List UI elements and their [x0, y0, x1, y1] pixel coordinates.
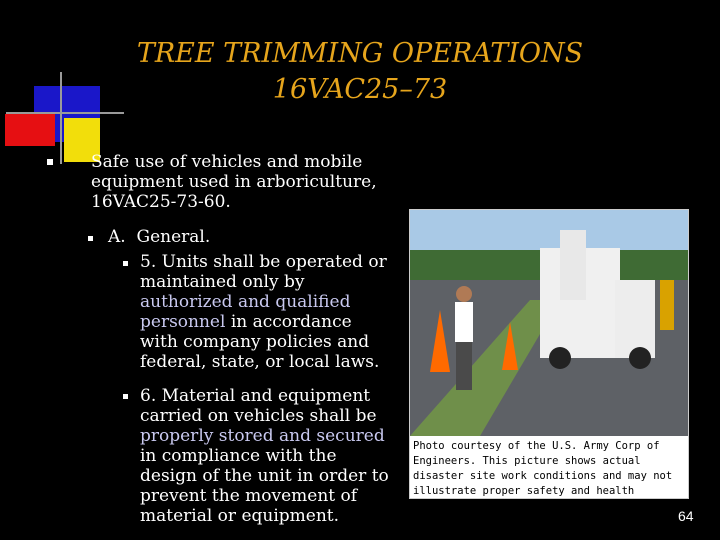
roadside-scene-image — [410, 210, 688, 436]
deco-red-square — [5, 114, 55, 146]
item6-highlight: properly stored and secured — [140, 426, 385, 446]
page-number: 64 — [678, 508, 694, 524]
item5-highlight: authorized and qualified personnel — [140, 292, 351, 332]
title-line-2: 16VAC25–73 — [272, 74, 448, 105]
item6-text — [140, 386, 392, 526]
item6-bullet-marker — [123, 394, 128, 399]
item6-text-c: in compliance with the design of the unit in order to prevent the movement of material or equipment. — [140, 446, 389, 526]
item5-bullet-marker — [123, 261, 128, 266]
deco-vertical-line — [60, 72, 62, 164]
item5-text-c: in accordance with company policies and federal, state, or local laws. — [140, 312, 380, 372]
roadside-work-photo — [409, 209, 689, 512]
deco-horizontal-line — [6, 112, 124, 114]
sub-heading: A. General. — [108, 227, 211, 247]
slide-title — [70, 36, 650, 108]
sub-bullet-marker — [88, 236, 93, 241]
photo-caption: Photo courtesy of the U.S. Army Corp of Engineers. This picture shows actual disaster site work conditions and may not illustrate proper safety and health procedures. — [410, 436, 688, 498]
main-bullet-text: Safe use of vehicles and mobile equipment used in arboriculture, 16VAC25-73-60. — [91, 152, 377, 212]
title-line-1: TREE TRIMMING OPERATIONS — [136, 38, 584, 69]
item6-text-a: 6. Material and equipment carried on vehicles shall be — [140, 386, 377, 426]
item5-text — [140, 252, 392, 372]
main-bullet-marker — [47, 159, 53, 165]
item5-text-a: 5. Units shall be operated or maintained only by — [140, 252, 387, 292]
